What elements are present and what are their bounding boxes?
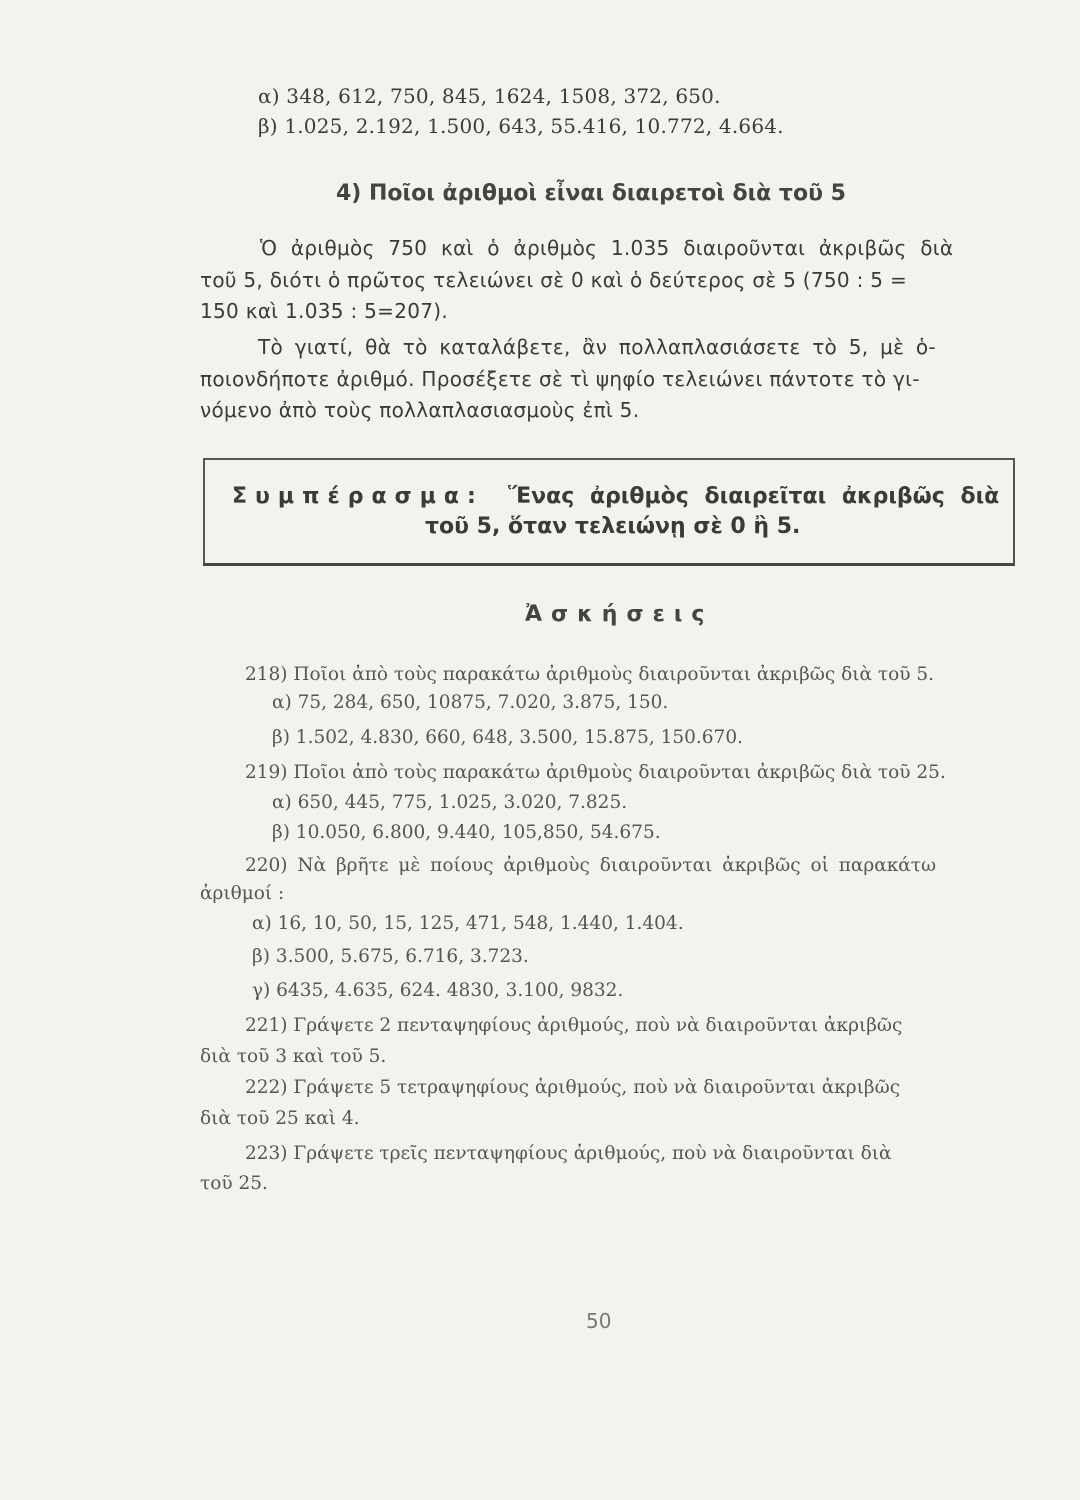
- paragraph-1-line-3: 150 καὶ 1.035 : 5=207).: [200, 299, 449, 323]
- page-number: 50: [586, 1309, 612, 1333]
- exercise-220-cont: ἀριθμοί :: [200, 883, 285, 904]
- exercise-220-gamma: γ) 6435, 4.635, 624. 4830, 3.100, 9832.: [252, 980, 624, 1001]
- exercise-221: 221) Γράψετε 2 πενταψηφίους ἀριθμούς, ποὺ νὰ διαιροῦνται ἀκριβῶς: [245, 1015, 903, 1036]
- section-heading: 4) Ποῖοι ἀριθμοὶ εἶναι διαιρετοὶ διὰ τοῦ 5: [336, 181, 846, 206]
- paragraph-2-line-1: Τὸ γιατί, θὰ τὸ καταλάβετε, ἂν πολλαπλασιάσετε τὸ 5, μὲ ὁ-: [258, 335, 936, 359]
- conclusion-label: Συμπέρασμα:: [232, 484, 484, 509]
- exercises-title: Ἀσκήσεις: [525, 602, 714, 627]
- paragraph-1-line-2: τοῦ 5, διότι ὁ πρῶτος τελειώνει σὲ 0 καὶ ὁ δεύτερος σὲ 5 (750 : 5 =: [200, 268, 908, 292]
- exercise-223-cont: τοῦ 25.: [200, 1173, 268, 1194]
- exercise-218: 218) Ποῖοι ἀπὸ τοὺς παρακάτω ἀριθμοὺς διαιροῦνται ἀκριβῶς διὰ τοῦ 5.: [245, 664, 935, 685]
- conclusion-line-2: τοῦ 5, ὅταν τελειώνῃ σὲ 0 ἢ 5.: [425, 514, 801, 539]
- paragraph-2-line-3: νόμενο ἀπὸ τοὺς πολλαπλασιασμοὺς ἐπὶ 5.: [200, 398, 640, 422]
- exercise-222-cont: διὰ τοῦ 25 καὶ 4.: [200, 1108, 360, 1129]
- conclusion-line-1: Ἕνας ἀριθμὸς διαιρεῖται ἀκριβῶς διὰ: [508, 484, 1000, 509]
- exercise-219-alpha: α) 650, 445, 775, 1.025, 3.020, 7.825.: [272, 792, 628, 813]
- paragraph-2-line-2: ποιονδήποτε ἀριθμό. Προσέξετε σὲ τὶ ψηφίο τελειώνει πάντοτε τὸ γι-: [200, 367, 920, 391]
- exercise-222: 222) Γράψετε 5 τετραψηφίους ἀριθμούς, ποὺ νὰ διαιροῦνται ἀκριβῶς: [245, 1077, 901, 1098]
- conclusion-box: [203, 458, 1015, 566]
- exercise-218-beta: β) 1.502, 4.830, 660, 648, 3.500, 15.875, 150.670.: [272, 727, 743, 748]
- paragraph-1-line-1: Ὁ ἀριθμὸς 750 καὶ ὁ ἀριθμὸς 1.035 διαιροῦνται ἀκριβῶς διὰ: [260, 236, 954, 260]
- top-exercise-alpha: α) 348, 612, 750, 845, 1624, 1508, 372, 650.: [258, 84, 721, 108]
- exercise-220-beta: β) 3.500, 5.675, 6.716, 3.723.: [252, 946, 529, 967]
- top-exercise-beta: β) 1.025, 2.192, 1.500, 643, 55.416, 10.772, 4.664.: [258, 114, 784, 138]
- exercise-219-beta: β) 10.050, 6.800, 9.440, 105,850, 54.675.: [272, 822, 661, 843]
- exercise-220-alpha: α) 16, 10, 50, 15, 125, 471, 548, 1.440, 1.404.: [252, 913, 684, 934]
- exercise-221-cont: διὰ τοῦ 3 καὶ τοῦ 5.: [200, 1046, 387, 1067]
- exercise-223: 223) Γράψετε τρεῖς πενταψηφίους ἀριθμούς, ποὺ νὰ διαιροῦνται διὰ: [245, 1143, 892, 1164]
- exercise-219: 219) Ποῖοι ἀπὸ τοὺς παρακάτω ἀριθμοὺς διαιροῦνται ἀκριβῶς διὰ τοῦ 25.: [245, 762, 946, 783]
- exercise-218-alpha: α) 75, 284, 650, 10875, 7.020, 3.875, 150.: [272, 692, 669, 713]
- exercise-220: 220) Νὰ βρῆτε μὲ ποίους ἀριθμοὺς διαιροῦνται ἀκριβῶς οἱ παρακάτω: [245, 855, 937, 876]
